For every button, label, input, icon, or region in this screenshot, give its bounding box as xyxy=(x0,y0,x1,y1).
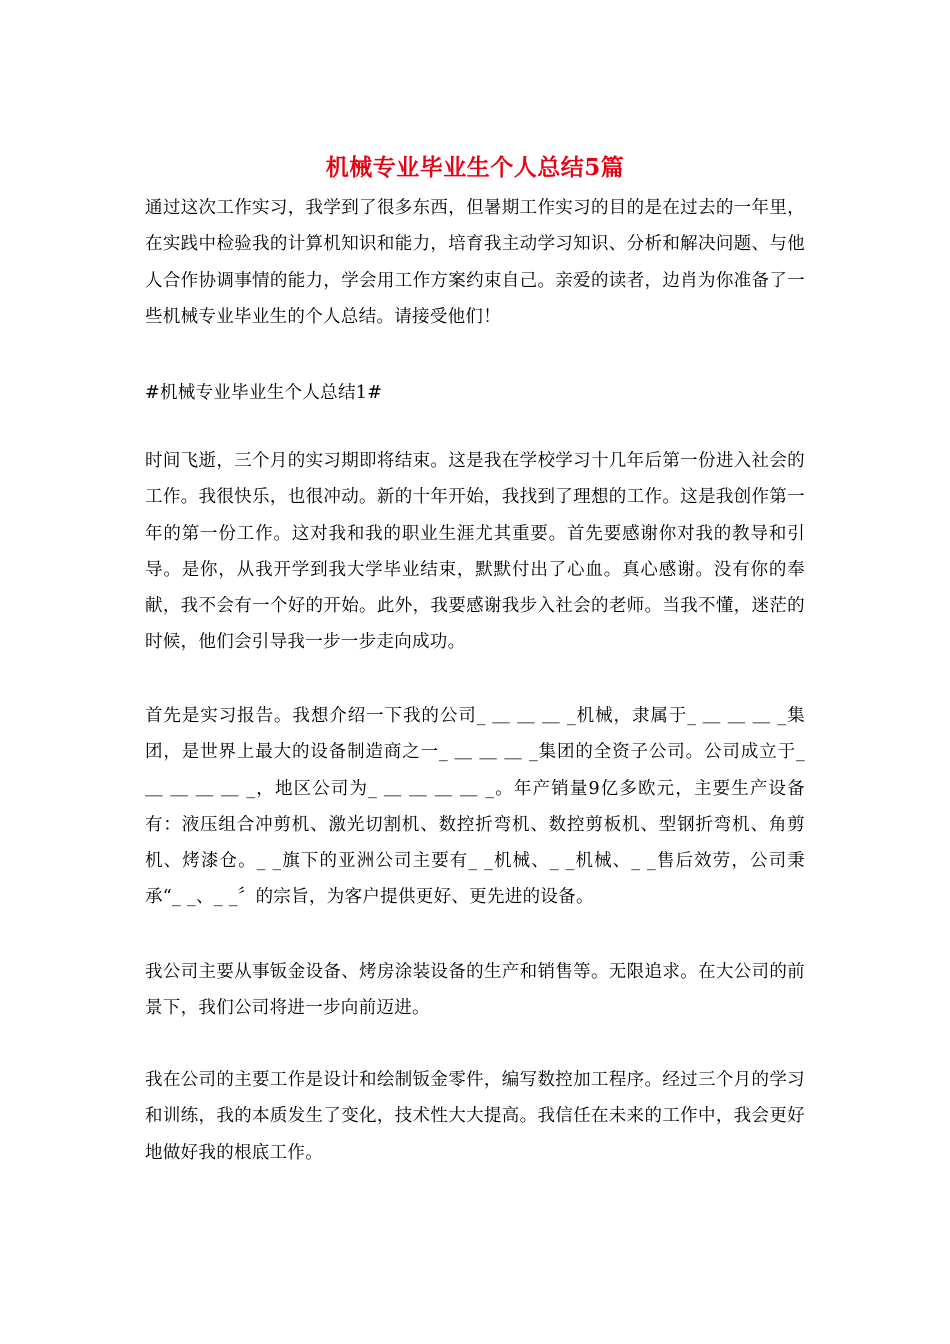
body-paragraph: 时间飞逝，三个月的实习期即将结束。这是我在学校学习十几年后第一份进入社会的工作。我很快乐，也很冲动。新的十年开始，我找到了理想的工作。这是我创作第一年的第一份工作。这对我和我的职业生涯尤其重要。首先要感谢你对我的教导和引导。是你，从我开学到我大学毕业结束，默默付出了心血。真心感谢。没有你的奉献，我不会有一个好的开始。此外，我要感谢我步入社会的老师。当我不懂，迷茫的时候，他们会引导我一步一步走向成功。 xyxy=(145,451,805,653)
intro-paragraph: 通过这次工作实习，我学到了很多东西，但暑期工作实习的目的是在过去的一年里，在实践中检验我的计算机知识和能力，培育我主动学习知识、分析和解决问题、与他人合作协调事情的能力，学会用工作方案约束自己。亲爱的读者，边肖为你准备了一些机械专业毕业生的个人总结。请接受他们！ xyxy=(145,198,805,327)
body-paragraph: 首先是实习报告。我想介绍一下我的公司_ ＿ ＿ ＿ _机械，隶属于_ ＿ ＿ ＿ _集团，是世界上最大的设备制造商之一_ ＿ ＿ ＿ _集团的全资子公司。公司成立于_ ＿ ＿ ＿ ＿ _，地区公司为_ ＿ ＿ ＿ ＿ _。年产销量9亿多欧元，主要生产设备有：液压组合冲剪机、激光切割机、数控折弯机、数控剪板机、型钢折弯机、角剪机、烤漆仓。_ _旗下的亚洲公司主要有_ _机械、_ _机械、_ _售后效劳，公司秉承“_ _、_ _〞的宗旨，为客户提供更好、更先进的设备。 xyxy=(145,706,805,908)
body-paragraph: 我在公司的主要工作是设计和绘制钣金零件，编写数控加工程序。经过三个月的学习和训练，我的本质发生了变化，技术性大大提高。我信任在未来的工作中，我会更好地做好我的根底工作。 xyxy=(145,1070,805,1163)
section-heading: #机械专业毕业生个人总结1# xyxy=(145,383,383,403)
document-title: 机械专业毕业生个人总结5篇 xyxy=(325,154,625,181)
body-paragraph: 我公司主要从事钣金设备、烤房涂装设备的生产和销售等。无限追求。在大公司的前景下，我们公司将进一步向前迈进。 xyxy=(145,962,805,1019)
